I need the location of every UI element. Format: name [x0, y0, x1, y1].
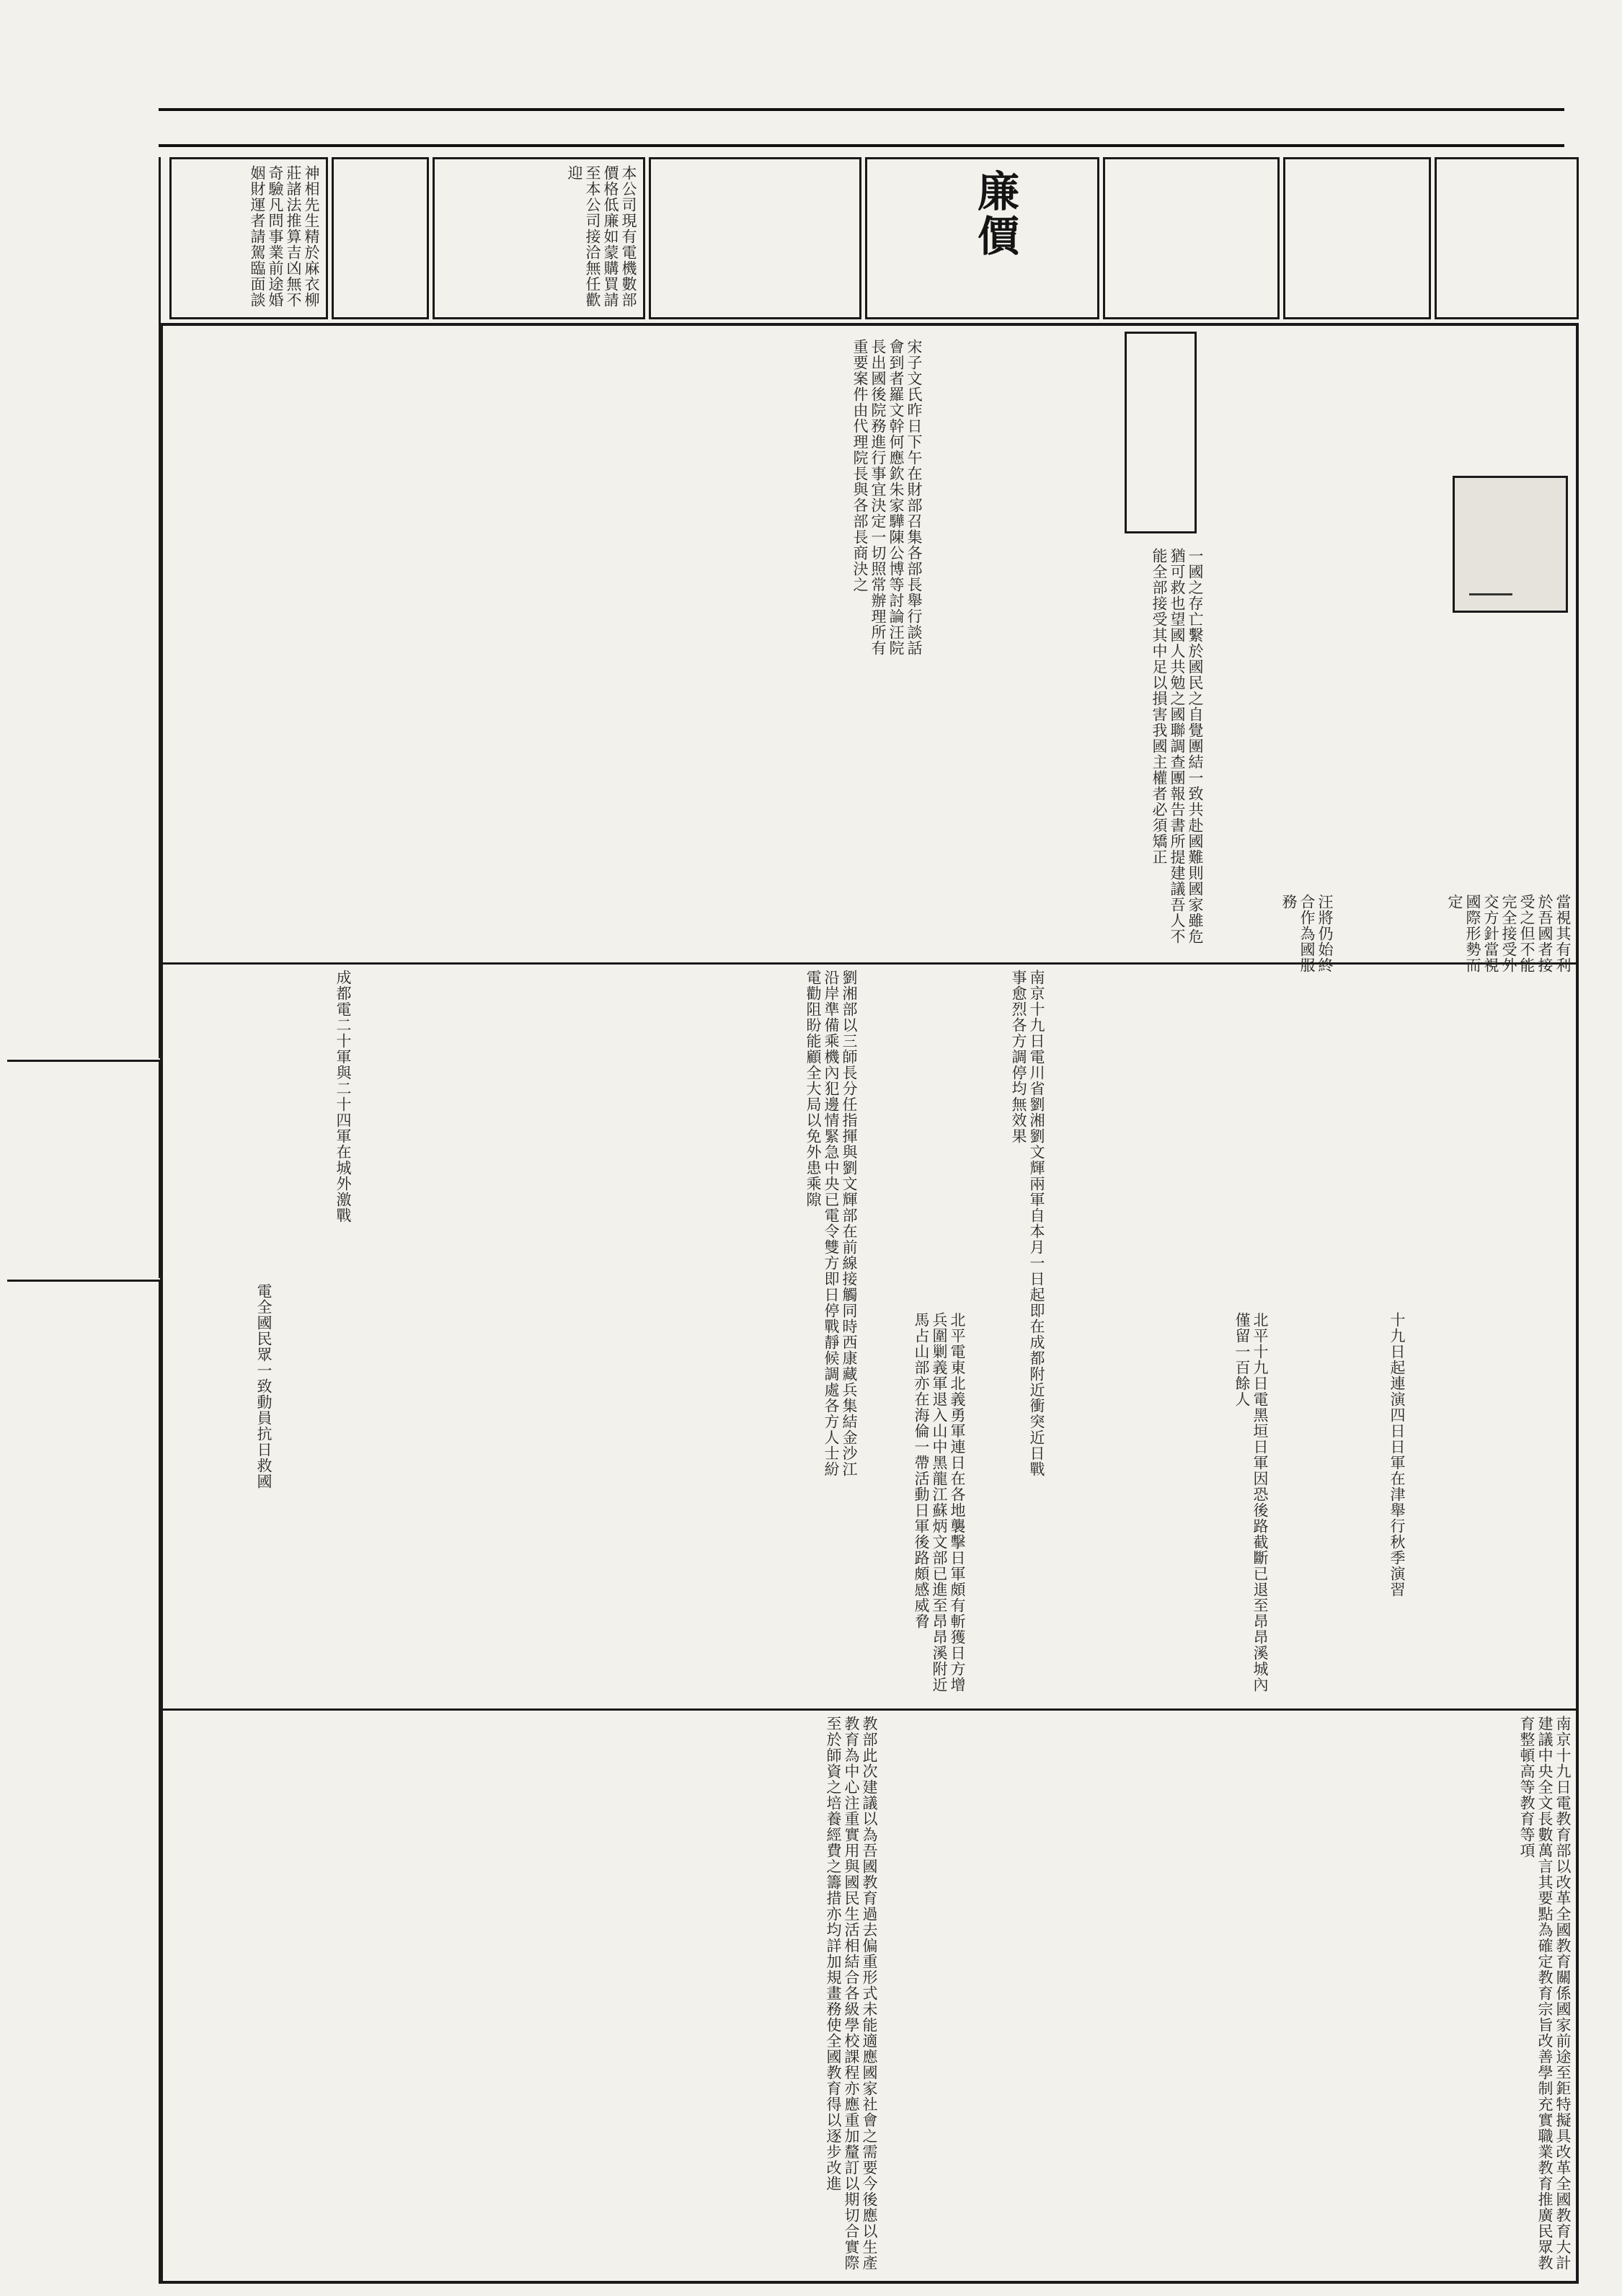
- ad-xinhua-column: [7, 1280, 161, 2284]
- heilongjiang-body: 北平十九日電黑垣日軍因恐後路截斷已退至昂昂溪城內僅留一百餘人: [1233, 1312, 1269, 1693]
- education-body-right: 南京十九日電教育部以改革全國教育關係國家前途至鉅特擬具改革全國教育大計建議中央全文長數萬言其要點為確定教育宗旨改善學制充實職業教育推廣民眾教育整頓高等教育等項: [1518, 1716, 1572, 2271]
- ad-notices-text: 本公司現有電機數部價格低廉如蒙購買請至本公司接洽無任歡迎: [566, 165, 637, 308]
- farewell-title-box: [1125, 332, 1197, 533]
- political-body-left: 宋子文氏昨日下午在財部召集各部長舉行談話會到者羅文幹何應欽朱家驊陳公博等討論汪院長出國後院務進行事宜決定一切照常辦理所有重要案件由代理院長與各部長商決之: [851, 339, 923, 656]
- wang-body-cont: 當視其有利於吾國者接受之但不能完全接受外交方針當視國際形勢而定: [1446, 894, 1572, 973]
- ad-brush-box: [649, 157, 861, 319]
- ship-icon: [1469, 564, 1512, 595]
- sichuan-body: 南京十九日電川省劉湘劉文輝兩軍自本月一日起即在成都附近衝突近日戰事愈烈各方調停均無效果: [1010, 970, 1045, 1477]
- section-divider-2: [163, 1708, 1576, 1711]
- sichuan-body-far-left: 成都電二十軍與二十四軍在城外激戰: [334, 970, 352, 1223]
- farewell-body-cont: 一國之存亡繫於國民之自覺團結一致共赴國難則國家雖危猶可救也望國人共勉之國聯調查團報告書所提建議吾人不能全部接受其中足以損害我國主權者必須矯正: [1151, 548, 1204, 944]
- ad-hunan-box: [1103, 157, 1280, 319]
- political-body: [274, 339, 418, 670]
- education-body-left: 教部此次建議以為吾國教育過去偏重形式未能適應國家社會之需要今後應以生產教育為中心注重實用與國民生活相結合各級學校課程亦應重加釐訂以期切合實際至於師資之培養經費之籌措亦均詳加規畫務使全國教育得以逐步改進: [825, 1716, 878, 2271]
- middle-news-body: 北平電東北義勇軍連日在各地襲擊日軍頗有斬獲日方增兵圍剿義軍退入山中黑龍江蘇炳文部已進至昂昂溪附近馬占山部亦在海倫一帶活動日軍後路頗感威脅: [913, 1312, 966, 1693]
- ad-guixin-box: [1435, 157, 1579, 319]
- wang-body-cont2: 汪將仍始終合作為國服務: [1280, 894, 1334, 973]
- masthead: [159, 108, 1564, 147]
- tianjin-body: 十九日起連演四日日軍在津舉行秋季演習: [1388, 1312, 1406, 1597]
- ad-hunan-text: [1112, 169, 1213, 314]
- feng-body: 電全國民眾一致動員抗日救國: [255, 1283, 272, 1489]
- sichuan-body-left: 劉湘部以三師長分任指揮與劉文輝部在前線接觸同時西康藏兵集結金沙江沿岸準備乘機內犯邊情緊急中央已電令雙方即日停戰靜候調處各方人士紛電勸阻盼能顧全大局以免外患乘隙: [805, 970, 858, 1477]
- ad-dazhongfu-column: [7, 157, 161, 1058]
- wang-body: [1197, 339, 1319, 887]
- ad-misc-text: 神相先生精於麻衣柳莊諸法推算吉凶無不奇驗凡問事業前途婚姻財運者請駕臨面談: [249, 165, 320, 308]
- ad-motor-box: [865, 157, 1099, 319]
- section-emblem: [1453, 476, 1568, 613]
- ad-guixin-address-box: [1283, 157, 1431, 319]
- ad-misc-box: [169, 157, 328, 319]
- central-body: [164, 685, 272, 959]
- ad-motor-title2: 廉價: [970, 169, 1019, 259]
- ad-notices-box: [433, 157, 645, 319]
- ad-zhouya-box: [332, 157, 429, 319]
- ad-anniversary-box: [7, 1060, 161, 1278]
